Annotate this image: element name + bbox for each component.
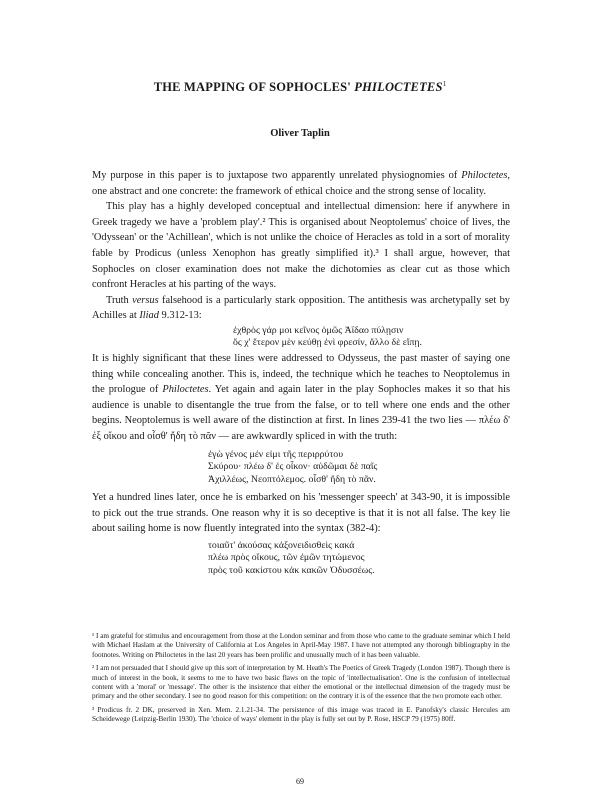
title-footnote-mark: 1 [442,80,447,88]
greek-line: ἐγὼ γένος μέν εἰμι τῆς περιρρύτου [208,448,344,460]
paragraph-3-italic: versus [132,294,159,306]
paragraph-1-text-a: My purpose in this paper is to juxtapose two apparently unrelated physiognomies of [92,170,462,181]
paper-title [0,80,600,95]
greek-line: ἐχθρὸς γάρ μοι κεῖνος ὁμῶς Ἀΐδαο πύλῃσιν [233,324,404,336]
greek-line: Ἀχιλλέως, Νεοπτόλεμος. οἶσθ' ἤδη τὸ πᾶν. [208,473,376,485]
greek-line: πρὸς τοῦ κακίστου κἀκ κακῶν Ὀδυσσέως. [208,564,375,576]
title-italic: PHILOCTETES [354,80,443,95]
paragraph-1-italic: Philoctetes [461,170,508,181]
paragraph-2: This play has a highly developed conceptual and intellectual dimension: here if anywhere in Greek tragedy we have a 'problem play'.² This is organised about Neoptolemus' choice of lives, the 'Odyssean' or the 'Achillean', which is not unlike the choice of Heracles as told in a sort of morality fable by Prodicus (unless Xenophon has greatly simplified it).³ I shall argue, however, that Sophocles on closer examination does not make the dichotomies as clear cut as those which confront Heracles at his parting of the ways. [92,201,510,291]
footnotes [92,632,510,729]
greek-line: πλέω πρὸς οἴκους, τῶν ἐμῶν τητώμενος [208,552,365,564]
paragraph-4 [92,351,510,445]
paragraph-3-text-a: Truth [106,294,133,306]
title-text: THE MAPPING OF SOPHOCLES' [153,80,355,95]
body-text [92,168,510,578]
paragraph-3-italic-2: Iliad [139,310,159,322]
paragraph-4-text-a: It is highly significant that these lines were addressed to Odysseus, the past master of saying one thing while concealing another. This is, indeed, the technique which he teaches to Neoptolemus in the prologue of [92,352,510,396]
author-name: Oliver Taplin [270,128,330,139]
paragraph-4-italic: Philoctetes [162,384,209,396]
greek-quote-3 [92,540,510,578]
greek-line: ὅς χ' ἕτερον μὲν κεύθῃ ἐνὶ φρεσίν, ἄλλο δὲ εἴπῃ. [233,337,422,349]
paragraph-4-text-b: . Yet again and again later in the play Sophocles makes it so that his audience is unable to disentangle the true from the false, or to tell where one ends and the other begins. Neoptolemus is well aware of the distinction at first. In lines 239-41 the two lies — πλέω δ' ἐξ οἴκου and οἶσθ' ἤδη τὸ πᾶν — are awkwardly spliced in with the truth: [92,384,511,442]
paragraph-1-text-b: , one abstract and one concrete: the framework of ethical choice and the strong sense of locality. [92,170,510,197]
paragraph-3 [92,293,510,324]
paragraph-5: Yet a hundred lines later, once he is embarked on his 'messenger speech' at 343-90, it is impossible to pick out the true strands. One reason why it is so deceptive is that it is not all false. The key lie about sailing home is now fluently integrated into the syntax (382-4): [92,492,510,535]
footnote-2: ² I am not persuaded that I should give up this sort of interpretation by M. Heath's The Poetics of Greek Tragedy (London 1987). Though there is much of interest in the book, it seems to me to have two basic flaws on the topic of 'intellectualisation'. One is the confusion of intellectual content with a 'moral' or 'message'. The other is the insistence that either the emotional or the intellectual dimension of the tragedy must be primary and the other secondary. I see no good reason for this competition: on the contrary it is of the essence that the two promote each other. [92,664,510,701]
greek-quote-2 [92,449,510,487]
paragraph-3-text-c: 9.312-13: [158,310,202,322]
paragraph-1 [92,168,510,199]
footnote-3: ³ Prodicus fr. 2 DK, preserved in Xen. Mem. 2.1.21-34. The persistence of this image was traced in E. Panofsky's classic Hercules am Scheidewege (Leipzig-Berlin 1930). The 'choice of ways' element in the play is fully set out by P. Rose, HSCP 79 (1975) 80ff. [92,705,510,724]
greek-line: τοιαῦτ' ἀκούσας κἀξονειδισθεὶς κακά [208,539,355,551]
greek-quote-1 [92,325,510,350]
page-number: 69 [296,777,304,786]
greek-line: Σκύρου· πλέω δ' ἐς οἶκον· αὐδῶμαι δὲ παῖς [208,461,378,472]
footnote-1: ¹ I am grateful for stimulus and encouragement from those at the London seminar and from those who came to the graduate seminar which I held with Michael Haslam at the University of California at Los Angeles in April-May 1987. I have not attempted any thorough bibliography in the footnotes. Writing on Philoctetes in the last 20 years has been prolific and unusually much of it has been valuable. [92,632,510,659]
paragraph-3-text-b: falsehood is a particularly stark opposition. The antithesis was archetypally set by Achilles at [92,294,510,322]
